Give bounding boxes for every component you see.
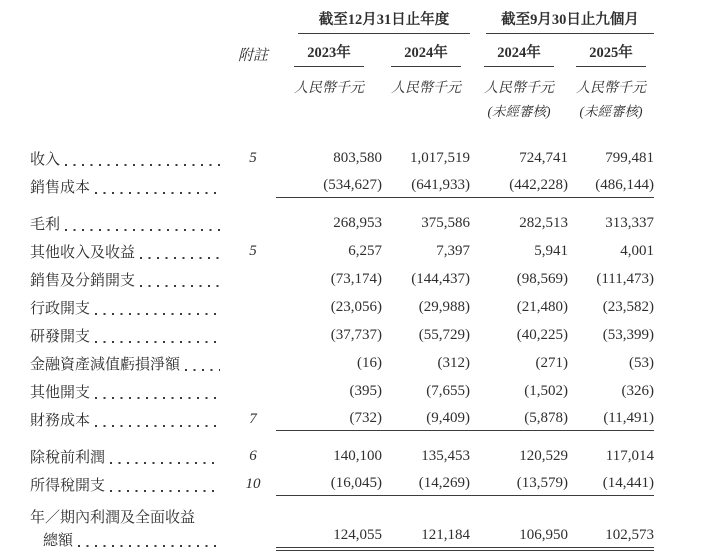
value-cell: 268,953 [333, 215, 382, 231]
note-ref: 5 [249, 150, 257, 166]
value-cell: 313,337 [605, 215, 654, 231]
column-group-nine-months [470, 8, 654, 34]
currency-unit-row [30, 77, 705, 97]
value-cell: (144,437) [411, 271, 470, 287]
dot-leader [110, 490, 220, 492]
value-cell: 6,257 [348, 243, 382, 259]
value-cell: (14,441) [568, 475, 654, 496]
note-ref: 10 [245, 476, 261, 492]
value-cell: (326) [621, 383, 654, 399]
value-cell: 7,397 [436, 243, 470, 259]
unit-label: 人民幣千元 [391, 81, 461, 96]
row-label-line1: 年／期內利潤及全面收益 [30, 510, 196, 526]
row-label [30, 271, 230, 291]
value-cell: (1,502) [524, 383, 568, 399]
value-cell: 121,184 [382, 527, 470, 551]
column-group-annual-title: 截至12月31日止年度 [298, 8, 470, 34]
table-body [30, 142, 705, 551]
table-row [30, 291, 705, 319]
dot-leader [65, 229, 220, 231]
table-row [30, 235, 705, 263]
value-cell: (98,569) [516, 271, 568, 287]
row-label-text: 其他開支 [30, 385, 91, 401]
value-cell: 140,100 [333, 448, 382, 464]
value-cell: (732) [276, 410, 382, 431]
unit-label: 人民幣千元 [576, 81, 646, 96]
value-cell: (21,480) [516, 299, 568, 315]
table-row [30, 347, 705, 375]
row-label [30, 476, 230, 496]
value-cell: (55,729) [418, 327, 470, 343]
row-label-line2: 總額 [43, 533, 74, 549]
note-ref [230, 344, 276, 347]
year-header-2025-9m: 2025年 [568, 41, 654, 70]
row-label-text: 銷售及分銷開支 [30, 273, 136, 289]
table-row [30, 170, 705, 198]
unit-label: 人民幣千元 [294, 81, 364, 96]
table-row [30, 440, 705, 468]
table-row [30, 207, 705, 235]
value-cell: (395) [349, 383, 382, 399]
unaudited-label: (未經審核) [579, 104, 643, 119]
dot-leader [95, 192, 220, 194]
value-cell: (9,409) [382, 410, 470, 431]
value-cell: (29,988) [418, 299, 470, 315]
year-header-2024: 2024年 [382, 41, 470, 70]
note-ref [230, 372, 276, 375]
row-label-text: 除稅前利潤 [30, 450, 106, 466]
dot-leader [140, 257, 220, 259]
value-cell: (13,579) [470, 475, 568, 496]
note-column-header: 附註 [237, 48, 268, 64]
row-label [30, 243, 230, 263]
value-cell: 102,573 [568, 527, 654, 551]
value-cell: (37,737) [330, 327, 382, 343]
year-header-row [30, 41, 705, 70]
value-cell: (271) [535, 355, 568, 371]
row-label [30, 411, 230, 431]
row-label-text: 收入 [30, 152, 61, 168]
value-cell: 5,941 [534, 243, 568, 259]
value-cell: (53) [629, 355, 654, 371]
note-ref: 5 [249, 243, 257, 259]
note-ref [230, 288, 276, 291]
note-ref [230, 400, 276, 403]
value-cell: (641,933) [382, 177, 470, 198]
table-row [30, 319, 705, 347]
unaudited-row [30, 100, 705, 120]
note-ref: 7 [249, 411, 257, 427]
row-label [30, 448, 230, 468]
value-cell: (23,056) [330, 299, 382, 315]
column-group-header-row [30, 8, 705, 34]
dot-leader [65, 164, 220, 166]
value-cell: (5,878) [470, 410, 568, 431]
value-cell: 375,586 [421, 215, 470, 231]
row-label [30, 505, 230, 551]
row-label [30, 383, 230, 403]
dot-leader [78, 545, 220, 547]
row-label [30, 178, 230, 198]
row-label-text: 其他收入及收益 [30, 245, 136, 261]
row-label [30, 355, 230, 375]
value-cell: (40,225) [516, 327, 568, 343]
dot-leader [110, 462, 220, 464]
value-cell: (312) [437, 355, 470, 371]
value-cell: 135,453 [421, 448, 470, 464]
table-row [30, 468, 705, 496]
dot-leader [140, 285, 220, 287]
value-cell: (442,228) [470, 177, 568, 198]
value-cell: 282,513 [519, 215, 568, 231]
value-cell: 124,055 [276, 527, 382, 551]
row-label-text: 所得稅開支 [30, 478, 106, 494]
unaudited-label: (未經審核) [487, 104, 551, 119]
row-label-text: 研發開支 [30, 329, 91, 345]
note-ref: 6 [249, 448, 257, 464]
value-cell: (16,045) [276, 475, 382, 496]
value-cell: (7,655) [426, 383, 470, 399]
column-group-nine-months-title: 截至9月30日止九個月 [486, 8, 654, 34]
value-cell: (534,627) [276, 177, 382, 198]
table-row [30, 375, 705, 403]
value-cell: 120,529 [519, 448, 568, 464]
row-label [30, 327, 230, 347]
value-cell: 799,481 [605, 150, 654, 166]
value-cell: (11,491) [568, 410, 654, 431]
table-row [30, 142, 705, 170]
value-cell: (486,144) [568, 177, 654, 198]
year-header-2023: 2023年 [276, 41, 382, 70]
dot-leader [95, 397, 220, 399]
note-ref [230, 316, 276, 319]
value-cell: (53,399) [602, 327, 654, 343]
dot-leader [185, 369, 220, 371]
value-cell: 106,950 [470, 527, 568, 551]
row-label [30, 215, 230, 235]
value-cell: (111,473) [596, 271, 654, 287]
value-cell: 803,580 [333, 150, 382, 166]
column-group-annual [276, 8, 470, 34]
value-cell: 724,741 [519, 150, 568, 166]
unit-label: 人民幣千元 [484, 81, 554, 96]
table-row [30, 263, 705, 291]
row-label [30, 150, 230, 170]
table-row [30, 403, 705, 431]
value-cell: 117,014 [605, 448, 654, 464]
value-cell: 4,001 [620, 243, 654, 259]
value-cell: (23,582) [602, 299, 654, 315]
row-label-text: 財務成本 [30, 413, 91, 429]
year-header-2024-9m: 2024年 [470, 41, 568, 70]
value-cell: (16) [357, 355, 382, 371]
row-label [30, 299, 230, 319]
row-label-text: 毛利 [30, 217, 61, 233]
row-label-text: 金融資產減值虧損淨額 [30, 357, 181, 373]
note-ref [230, 195, 276, 198]
value-cell: (73,174) [330, 271, 382, 287]
table-row [30, 505, 705, 551]
dot-leader [95, 425, 220, 427]
value-cell: 1,017,519 [410, 150, 470, 166]
note-ref [230, 232, 276, 235]
dot-leader [95, 313, 220, 315]
value-cell: (14,269) [382, 475, 470, 496]
row-label-text: 行政開支 [30, 301, 91, 317]
dot-leader [95, 341, 220, 343]
row-label-text: 銷售成本 [30, 180, 91, 196]
